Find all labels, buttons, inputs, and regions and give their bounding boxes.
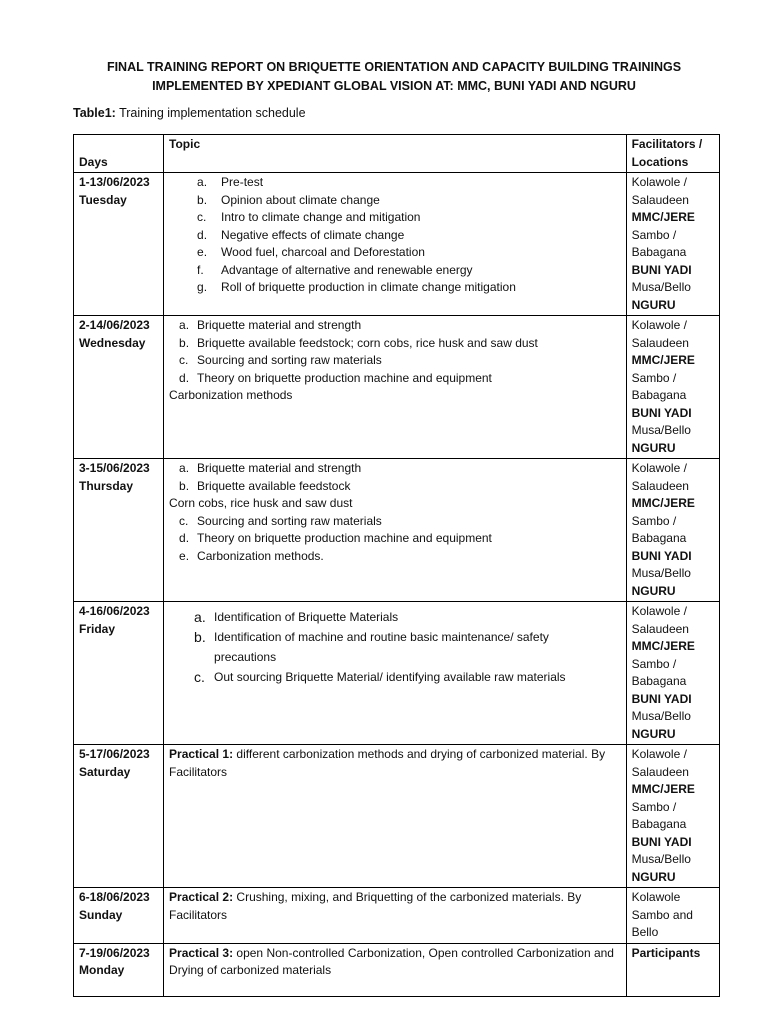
list-item: [169, 317, 622, 335]
list-marker: c.: [197, 210, 207, 224]
list-item: [169, 370, 622, 388]
location-name: MMC/JERE: [631, 496, 695, 510]
topic-list: [169, 317, 622, 387]
list-text: Out sourcing Briquette Material/ identifying available raw materials: [214, 670, 566, 684]
location-name: MMC/JERE: [631, 782, 695, 796]
list-item: [169, 244, 622, 262]
facilitator-name: Kolawole / Salaudeen: [631, 461, 689, 493]
list-text: Wood fuel, charcoal and Deforestation: [221, 245, 425, 259]
facilitator-name: Kolawole / Salaudeen: [631, 175, 689, 207]
day-cell: 5-17/06/2023 Saturday: [74, 745, 164, 888]
day-cell: 3-15/06/2023 Thursday: [74, 459, 164, 602]
list-text: Briquette material and strength: [197, 461, 362, 475]
list-text: Theory on briquette production machine and equipment: [197, 531, 492, 545]
list-marker: g.: [197, 280, 208, 294]
practical-label: Practical 2:: [169, 890, 234, 904]
title-line-2: IMPLEMENTED BY XPEDIANT GLOBAL VISION AT: MMC, BUNI YADI AND NGURU: [152, 79, 636, 93]
list-text: Carbonization methods.: [197, 548, 324, 563]
header-days: Days: [74, 135, 164, 173]
location-name: BUNI YADI: [631, 548, 692, 563]
list-text: Pre-test: [221, 175, 264, 189]
list-marker: b.: [179, 478, 190, 493]
header-facilitators: Facilitators / Locations: [626, 135, 719, 173]
list-marker: e.: [197, 245, 208, 259]
facilitator-cell: [626, 316, 719, 459]
practical-label: Practical 1:: [169, 747, 234, 761]
facilitator-name: Musa/Bello: [631, 566, 691, 580]
facilitator-cell: [626, 173, 719, 316]
list-marker: b.: [197, 192, 208, 207]
location-name: NGURU: [631, 297, 676, 312]
facilitator-name: Musa/Bello: [631, 852, 691, 866]
topic-list: [169, 460, 622, 495]
location-name: NGURU: [631, 869, 676, 884]
facilitator-name: Sambo / Babagana: [631, 513, 687, 545]
practical-description: open Non-controlled Carbonization, Open controlled Carbonization and Drying of carbonized materials: [169, 945, 614, 977]
list-marker: a.: [179, 318, 190, 332]
facilitator-cell: [626, 602, 719, 745]
topic-cell: [164, 888, 627, 944]
list-text: Sourcing and sorting raw materials: [197, 353, 382, 367]
caption-text: Training implementation schedule: [115, 106, 306, 120]
list-item: [169, 607, 586, 627]
facilitator-cell: [626, 888, 719, 944]
facilitator-name: Kolawole / Salaudeen: [631, 318, 689, 350]
location-name: MMC/JERE: [631, 353, 695, 367]
topic-cell: [164, 602, 627, 745]
list-text: Advantage of alternative and renewable energy: [221, 262, 473, 277]
list-marker: e.: [179, 548, 190, 563]
location-name: NGURU: [631, 726, 676, 741]
list-item: [169, 478, 622, 496]
list-marker: d.: [179, 531, 190, 545]
list-text: Roll of briquette production in climate change mitigation: [221, 280, 516, 294]
list-text: Sourcing and sorting raw materials: [197, 513, 382, 528]
list-marker: f.: [197, 262, 204, 277]
list-text: Negative effects of climate change: [221, 227, 405, 242]
location-name: BUNI YADI: [631, 405, 692, 420]
topic-cell: [164, 943, 627, 996]
list-marker: b.: [179, 335, 190, 350]
facilitator-cell: [626, 459, 719, 602]
document-title: [40, 58, 748, 96]
list-item: [169, 174, 622, 192]
list-text: Identification of Briquette Materials: [214, 610, 399, 624]
table-row: [74, 173, 720, 316]
list-marker: a.: [194, 609, 206, 625]
list-text: Briquette material and strength: [197, 318, 362, 332]
facilitator-name: Kolawole / Salaudeen: [631, 604, 689, 636]
facilitator-name: Sambo / Babagana: [631, 799, 687, 831]
table-caption: [73, 106, 306, 120]
facilitator-name: Musa/Bello: [631, 423, 691, 437]
list-item: [169, 279, 622, 297]
day-cell: 7-19/06/2023 Monday: [74, 943, 164, 996]
practical-text: [169, 746, 622, 781]
facilitator-name: Kolawole Sambo and Bello: [631, 890, 693, 939]
location-name: BUNI YADI: [631, 834, 692, 849]
day-cell: 4-16/06/2023 Friday: [74, 602, 164, 745]
list-marker: d.: [197, 227, 208, 242]
location-name: BUNI YADI: [631, 691, 692, 706]
caption-label: Table1:: [73, 106, 116, 120]
list-item: [169, 192, 622, 210]
practical-label: Practical 3:: [169, 945, 234, 960]
list-marker: a.: [179, 461, 190, 475]
facilitator-name: Sambo / Babagana: [631, 227, 687, 259]
table-row: [74, 602, 720, 745]
practical-description: Crushing, mixing, and Briquetting of the carbonized materials. By Facilitators: [169, 890, 582, 922]
day-cell: 2-14/06/2023 Wednesday: [74, 316, 164, 459]
table-row: [74, 459, 720, 602]
schedule-table: [73, 134, 720, 997]
day-cell: 1-13/06/2023 Tuesday: [74, 173, 164, 316]
facilitator-cell: [626, 745, 719, 888]
list-text: Opinion about climate change: [221, 192, 380, 207]
location-name: BUNI YADI: [631, 262, 692, 277]
location-name: NGURU: [631, 583, 676, 598]
list-text: Briquette available feedstock; corn cobs, rice husk and saw dust: [197, 335, 538, 350]
table-row: [74, 943, 720, 996]
topic-note: Corn cobs, rice husk and saw dust: [169, 496, 353, 510]
list-marker: d.: [179, 370, 190, 385]
list-item: [169, 548, 622, 566]
table-header-row: [74, 135, 720, 173]
list-item: [169, 667, 586, 687]
list-item: [169, 627, 586, 667]
header-topic: Topic: [164, 135, 627, 173]
table-row: [74, 316, 720, 459]
list-marker: a.: [197, 175, 208, 189]
list-item: [169, 352, 622, 370]
topic-list: [169, 513, 622, 566]
list-item: [169, 227, 622, 245]
list-marker: b.: [194, 629, 206, 645]
practical-text: [169, 889, 622, 924]
table-row: [74, 888, 720, 944]
topic-cell: [164, 316, 627, 459]
location-name: MMC/JERE: [631, 639, 695, 653]
list-text: Briquette available feedstock: [197, 478, 351, 493]
list-item: [169, 262, 622, 280]
location-name: MMC/JERE: [631, 210, 695, 224]
list-item: [169, 209, 622, 227]
location-name: Participants: [631, 945, 701, 960]
list-text: Theory on briquette production machine and equipment: [197, 370, 492, 385]
topic-cell: [164, 745, 627, 888]
location-name: NGURU: [631, 440, 676, 455]
list-item: [169, 530, 622, 548]
facilitator-cell: [626, 943, 719, 996]
topic-list: [169, 174, 622, 297]
list-marker: c.: [179, 353, 189, 367]
practical-text: [169, 945, 622, 980]
topic-list: [169, 607, 586, 687]
facilitator-name: Musa/Bello: [631, 709, 691, 723]
topic-note: Carbonization methods: [169, 388, 293, 402]
practical-description: different carbonization methods and drying of carbonized material. By Facilitators: [169, 747, 606, 779]
list-text: Identification of machine and routine basic maintenance/ safety precautions: [214, 630, 549, 664]
title-line-1: FINAL TRAINING REPORT ON BRIQUETTE ORIENTATION AND CAPACITY BUILDING TRAININGS: [106, 60, 682, 74]
list-item: [169, 513, 622, 531]
list-item: [169, 335, 622, 353]
day-cell: 6-18/06/2023 Sunday: [74, 888, 164, 944]
facilitator-name: Musa/Bello: [631, 280, 691, 294]
list-marker: c.: [194, 669, 205, 685]
list-text: Intro to climate change and mitigation: [221, 210, 421, 224]
topic-cell: [164, 459, 627, 602]
facilitator-name: Sambo / Babagana: [631, 370, 687, 402]
table-row: [74, 745, 720, 888]
list-marker: c.: [179, 513, 189, 528]
topic-cell: [164, 173, 627, 316]
facilitator-name: Sambo / Babagana: [631, 656, 687, 688]
facilitator-name: Kolawole / Salaudeen: [631, 747, 689, 779]
list-item: [169, 460, 622, 478]
